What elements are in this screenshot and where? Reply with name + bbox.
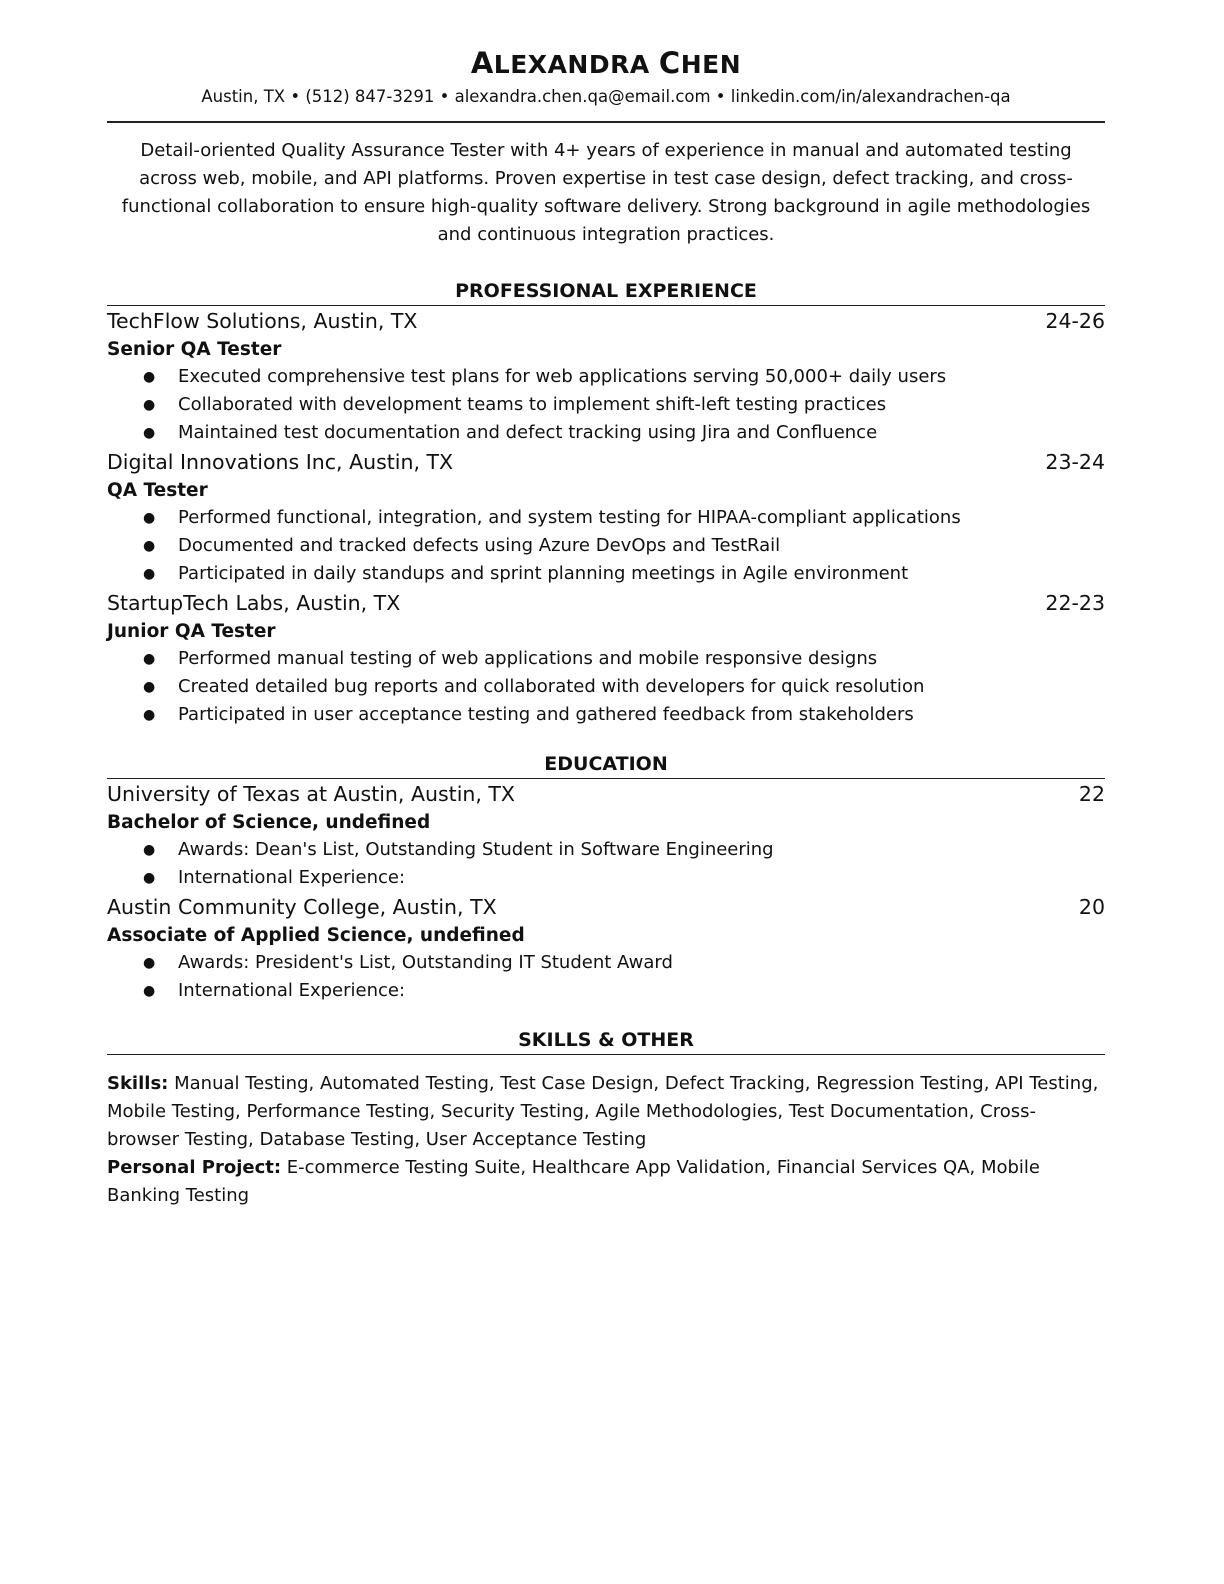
job-role: Senior QA Tester [107, 339, 282, 360]
section-heading-education: EDUCATION [107, 750, 1105, 779]
name-last-rest: HEN [680, 50, 742, 79]
job-entry [107, 588, 1105, 729]
job-header [107, 588, 1105, 618]
school-degree: Associate of Applied Science, undefined [107, 925, 525, 946]
list-item [107, 363, 1105, 391]
name-last-initial: C [658, 46, 681, 80]
skills-line [107, 1070, 1105, 1154]
job-dates: 22-23 [1045, 591, 1105, 615]
bullet-text: Awards: Dean's List, Outstanding Student in Software Engineering [178, 839, 774, 860]
bullet-icon: ● [143, 707, 156, 723]
bullet-text: Maintained test documentation and defect tracking using Jira and Confluence [178, 422, 878, 443]
job-org: Digital Innovations Inc, Austin, TX [107, 450, 454, 474]
bullet-icon: ● [143, 651, 156, 667]
education-entry [107, 892, 1105, 1005]
bullet-text: International Experience: [178, 980, 406, 1001]
job-role: Junior QA Tester [107, 621, 276, 642]
school-degree: Bachelor of Science, undefined [107, 812, 431, 833]
list-item [107, 673, 1105, 701]
skills-text: Manual Testing, Automated Testing, Test Case Design, Defect Tracking, Regression Testing, API Testing, Mobile Testing, Performance Testing, Security Testing, Agile Methodologies, Test Documentation, Cross-browser Testing, Database Testing, User Acceptance Testing [107, 1073, 1099, 1150]
bullet-icon: ● [143, 842, 156, 858]
name-first-initial: A [470, 46, 494, 80]
bullet-icon: ● [143, 566, 156, 582]
list-item [107, 836, 1105, 864]
bullet-text: Executed comprehensive test plans for web applications serving 50,000+ daily users [178, 366, 947, 387]
skills-block [107, 1070, 1105, 1210]
list-item [107, 560, 1105, 588]
school-header [107, 779, 1105, 809]
bullet-icon: ● [143, 679, 156, 695]
bullet-icon: ● [143, 955, 156, 971]
job-org: TechFlow Solutions, Austin, TX [107, 309, 418, 333]
list-item [107, 504, 1105, 532]
skills-label: Skills: [107, 1073, 169, 1094]
project-line [107, 1154, 1105, 1210]
job-header [107, 447, 1105, 477]
list-item [107, 977, 1105, 1005]
job-entry [107, 447, 1105, 588]
school-bullets [107, 949, 1105, 1005]
school-dates: 20 [1078, 895, 1105, 919]
school-header [107, 892, 1105, 922]
job-role: QA Tester [107, 480, 208, 501]
school-org: Austin Community College, Austin, TX [107, 895, 497, 919]
bullet-text: International Experience: [178, 867, 406, 888]
list-item [107, 949, 1105, 977]
resume-page [107, 44, 1105, 1210]
section-heading-experience: PROFESSIONAL EXPERIENCE [107, 277, 1105, 306]
list-item [107, 701, 1105, 729]
bullet-icon: ● [143, 538, 156, 554]
job-bullets [107, 504, 1105, 588]
bullet-icon: ● [143, 369, 156, 385]
bullet-icon: ● [143, 397, 156, 413]
bullet-text: Awards: President's List, Outstanding IT Student Award [178, 952, 673, 973]
list-item [107, 645, 1105, 673]
job-org: StartupTech Labs, Austin, TX [107, 591, 401, 615]
job-entry [107, 306, 1105, 447]
school-org: University of Texas at Austin, Austin, TX [107, 782, 515, 806]
project-text: E-commerce Testing Suite, Healthcare App Validation, Financial Services QA, Mobile Banking Testing [107, 1157, 1040, 1206]
project-label: Personal Project: [107, 1157, 282, 1178]
bullet-icon: ● [143, 510, 156, 526]
contact-line: Austin, TX • (512) 847-3291 • alexandra.chen.qa@email.com • linkedin.com/in/alexandrachen-qa [201, 87, 1011, 106]
job-bullets [107, 645, 1105, 729]
bullet-icon: ● [143, 983, 156, 999]
section-heading-skills: SKILLS & OTHER [107, 1026, 1105, 1055]
job-bullets [107, 363, 1105, 447]
list-item [107, 864, 1105, 892]
bullet-icon: ● [143, 870, 156, 886]
summary-paragraph: Detail-oriented Quality Assurance Tester with 4+ years of experience in manual and automated testing across web, mobile, and API platforms. Proven expertise in test case design, defect tracking, and cross-functional collaboration to ensure high-quality software delivery. Strong background in agile methodologies and continuous integration practices. [121, 140, 1091, 245]
bullet-text: Collaborated with development teams to implement shift-left testing practices [178, 394, 887, 415]
list-item [107, 532, 1105, 560]
bullet-text: Performed functional, integration, and system testing for HIPAA-compliant applications [178, 507, 961, 528]
bullet-text: Performed manual testing of web applications and mobile responsive designs [178, 648, 878, 669]
list-item [107, 391, 1105, 419]
job-dates: 24-26 [1045, 309, 1105, 333]
list-item [107, 419, 1105, 447]
education-entry [107, 779, 1105, 892]
school-dates: 22 [1078, 782, 1105, 806]
name-first-rest: LEXANDRA [493, 50, 650, 79]
job-dates: 23-24 [1045, 450, 1105, 474]
header-divider [107, 121, 1105, 123]
bullet-text: Participated in user acceptance testing and gathered feedback from stakeholders [178, 704, 914, 725]
job-header [107, 306, 1105, 336]
bullet-text: Documented and tracked defects using Azure DevOps and TestRail [178, 535, 781, 556]
bullet-text: Participated in daily standups and sprint planning meetings in Agile environment [178, 563, 909, 584]
bullet-icon: ● [143, 425, 156, 441]
school-bullets [107, 836, 1105, 892]
bullet-text: Created detailed bug reports and collaborated with developers for quick resolution [178, 676, 925, 697]
candidate-name [107, 44, 1105, 82]
